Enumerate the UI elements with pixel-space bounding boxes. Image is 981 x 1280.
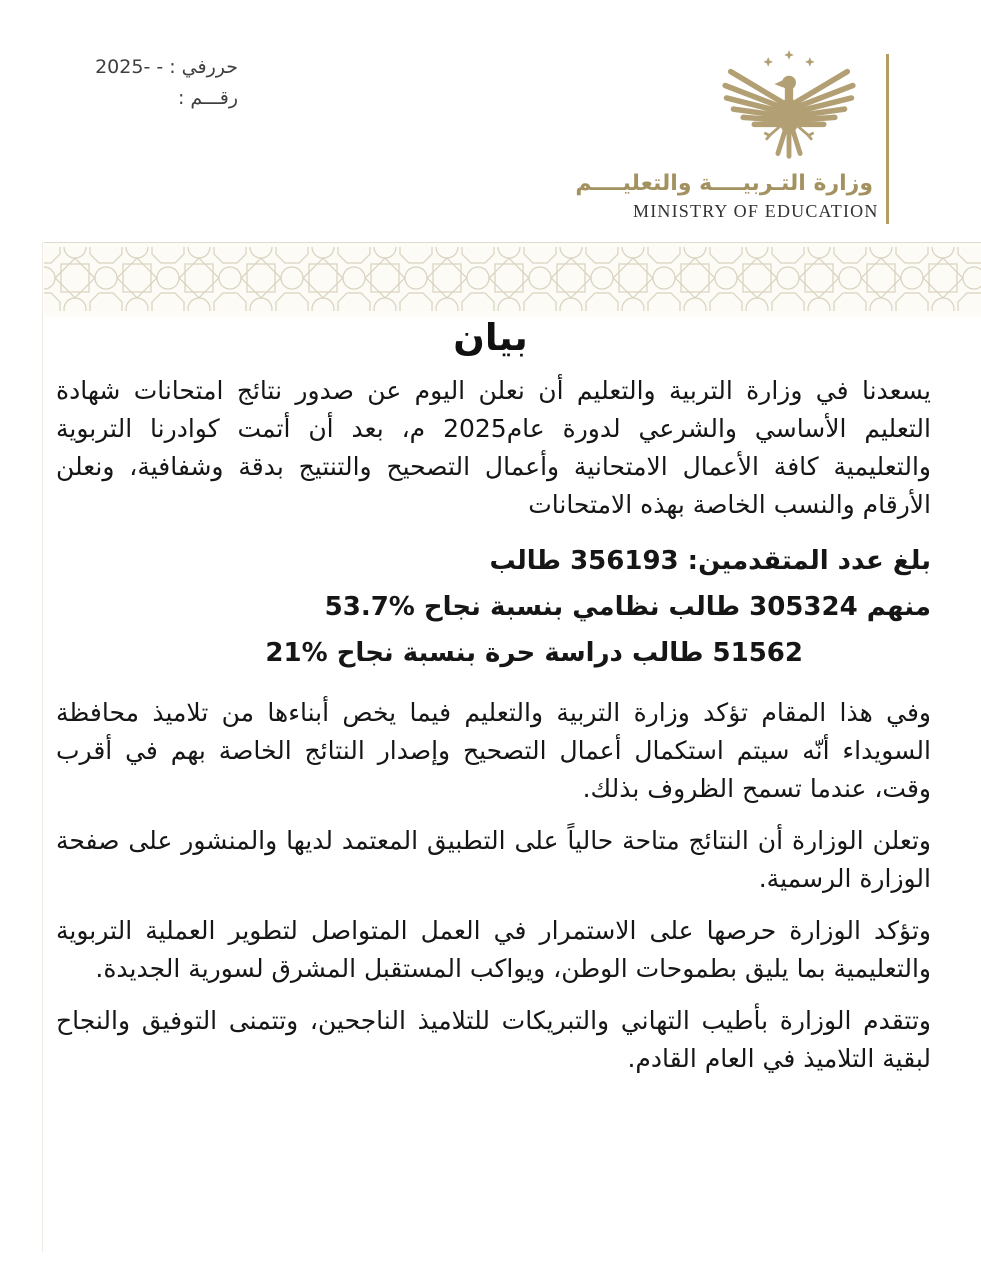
ministry-name-arabic: وزارة التـربيــــة والتعليــــم [575, 171, 873, 196]
gold-vertical-rule [886, 54, 889, 224]
geometric-pattern [44, 247, 981, 311]
stat-regular-students: منهم 305324 طالب نظامي بنسبة نجاح %53.7 [324, 592, 931, 622]
stat-free-study-students: 51562 طالب دراسة حرة بنسبة نجاح %21 [265, 638, 803, 668]
paragraph-development: وتؤكد الوزارة حرصها على الاستمرار في العمل المتواصل لتطوير العملية التربوية والتعليمية بما يليق بطموحات الوطن، ويواكب المستقبل المشرق لسورية الجديدة. [56, 916, 931, 983]
results-statistics [56, 538, 931, 676]
number-line: رقـــم : [177, 87, 238, 109]
paragraph-congratulations: وتتقدم الوزارة بأطيب التهاني والتبريكات للتلاميذ الناجحين، وتتمنى التوفيق والنجاح لبقية التلاميذ في العام القادم. [56, 1006, 931, 1073]
page-edge-line [42, 242, 43, 1252]
paragraph-app: وتعلن الوزارة أن النتائج متاحة حالياً على التطبيق المعتمد لديها والمنشور على صفحة الوزارة الرسمية. [56, 826, 931, 893]
written-on-line: حررفي : - -2025 [95, 56, 238, 78]
document-body [56, 372, 931, 1092]
reference-block [76, 52, 238, 114]
decorative-band [44, 242, 981, 317]
stat-applicants: بلغ عدد المتقدمين: 356193 طالب [489, 546, 931, 576]
eagle-tail [778, 131, 800, 156]
stars-icon [763, 50, 814, 67]
eagle-emblem-icon [713, 48, 865, 166]
ministry-logo [575, 48, 879, 222]
paragraph-intro: يسعدنا في وزارة التربية والتعليم أن نعلن اليوم عن صدور نتائج امتحانات شهادة التعليم الأساسي والشرعي لدورة عام2025 م، بعد أن أتمت كوادرنا التربوية والتعليمية كافة الأعمال الامتحانية وأعمال التصحيح والتنتيج بدقة وشفافية، ونعلن الأرقام والنسب الخاصة بهذه الامتحانات [56, 376, 931, 519]
paragraph-suwayda: وفي هذا المقام تؤكد وزارة التربية والتعليم فيما يخص أبناءها من تلاميذ محافظة السويداء أنّه سيتم استكمال أعمال التصحيح وإصدار النتائج الخاصة بهم في أقرب وقت، عندما تسمح الظروف بذلك. [56, 698, 931, 803]
ministry-name-english: MINISTRY OF EDUCATION [633, 201, 879, 221]
page-title: بيان [453, 316, 528, 359]
